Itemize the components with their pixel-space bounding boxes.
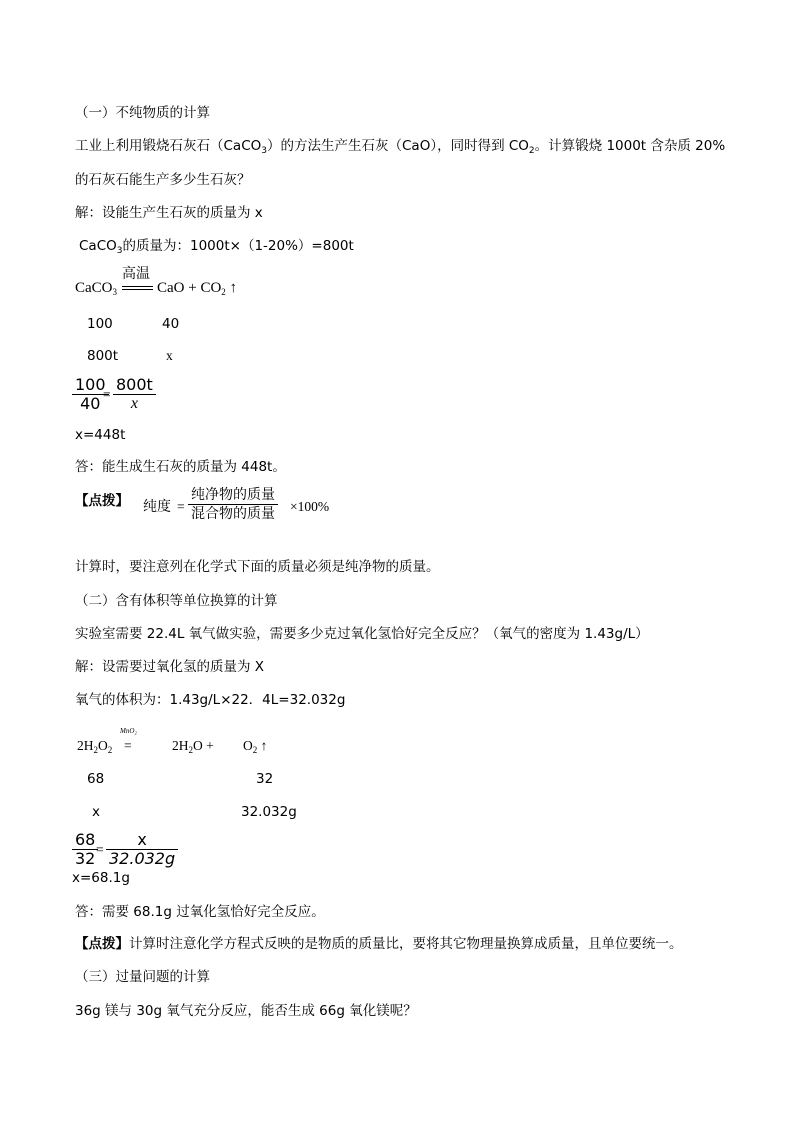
ratio-2-equals: = — [96, 842, 104, 857]
mass-row-3-right: 32 — [256, 771, 274, 787]
equation-2-product-1: $2H_2O$ + — [172, 738, 214, 755]
equation-1-reactant: CaCO$_3$ — [75, 280, 117, 297]
volume-calc: 氧气的体积为：1.43g/L×22．4L=32.032g — [75, 692, 346, 708]
equation-2-catalyst: MnO₂ — [120, 727, 137, 735]
tip-2: 【点拨】计算时注意化学方程式反映的是物质的质量比，要将其它物理量换算成质量，且单位要统一。 — [75, 936, 683, 952]
equation-2-reactant: $2H_2O_2$ — [77, 738, 113, 755]
section-heading-2: （二）含有体积等单位换算的计算 — [75, 593, 278, 609]
mass-calc-1: CaCO$_3$的质量为：1000t×（1-20%）=800t — [79, 238, 354, 256]
answer-1: 答：能生成生石灰的质量为 448t。 — [75, 459, 286, 475]
note-1: 计算时，要注意列在化学式下面的质量必须是纯净物的质量。 — [75, 559, 440, 575]
section-heading-3: （三）过量问题的计算 — [75, 969, 210, 985]
mass-row-3-left: 68 — [87, 771, 105, 787]
mass-row-1-right: 40 — [162, 316, 180, 332]
equation-2-product-2: $O_2$ ↑ — [243, 738, 268, 755]
tip-formula-tail: ×100% — [290, 499, 330, 514]
solve-2: 解：设需要过氧化氢的质量为 X — [75, 659, 265, 675]
tip-formula-fraction: 纯净物的质量 混合物的质量 — [188, 486, 278, 523]
answer-2: 答：需要 68.1g 过氧化氢恰好完全反应。 — [75, 904, 325, 920]
equation-1-equals-bar — [122, 286, 153, 290]
up-arrow-icon: ↑ — [229, 280, 238, 296]
ratio-2-right-fraction: x 32.032g — [106, 831, 178, 868]
mass-row-2-right: x — [166, 348, 173, 363]
mass-row-4-left: x — [92, 804, 100, 820]
result-1: x=448t — [75, 427, 126, 443]
ratio-1-right-fraction: 800t x — [113, 376, 156, 413]
result-2: x=68.1g — [72, 870, 130, 886]
tip-formula-equals: = — [177, 499, 185, 514]
ratio-1-equals: = — [103, 387, 111, 402]
equation-1-condition: 高温 — [122, 267, 150, 282]
mass-row-2-left: 800t — [87, 348, 119, 364]
equation-1-products: CaO + $CO_2$ ↑ — [157, 280, 238, 297]
tip-formula-lhs: 纯度 — [143, 499, 171, 515]
solve-1: 解：设能生产生石灰的质量为 x — [75, 205, 263, 221]
problem-3: 36g 镁与 30g 氧气充分反应，能否生成 66g 氧化镁呢？ — [75, 1003, 417, 1019]
section-heading-1: （一）不纯物质的计算 — [75, 105, 210, 121]
up-arrow-icon: ↑ — [260, 738, 268, 753]
problem-1-line-1: 工业上利用锻烧石灰石（CaCO$_3$）的方法生产生石灰（CaO），同时得到 $CO_2$。计算锻烧 1000t 含杂质 20% — [75, 138, 726, 156]
mass-row-1-left: 100 — [87, 316, 113, 332]
ratio-1-left-fraction: 100 40 — [72, 376, 109, 413]
ratio-2-left-fraction: 68 32 — [72, 831, 98, 868]
problem-2: 实验室需要 22.4L 氧气做实验，需要多少克过氧化氢恰好完全反应？（氧气的密度为 1.43g/L） — [75, 626, 649, 642]
mass-row-4-right: 32.032g — [241, 804, 297, 820]
problem-1-line-2: 的石灰石能生产多少生石灰？ — [75, 172, 251, 188]
tip-label-1: 【点拨】 — [75, 493, 129, 509]
equation-2-sign: = — [124, 738, 132, 753]
